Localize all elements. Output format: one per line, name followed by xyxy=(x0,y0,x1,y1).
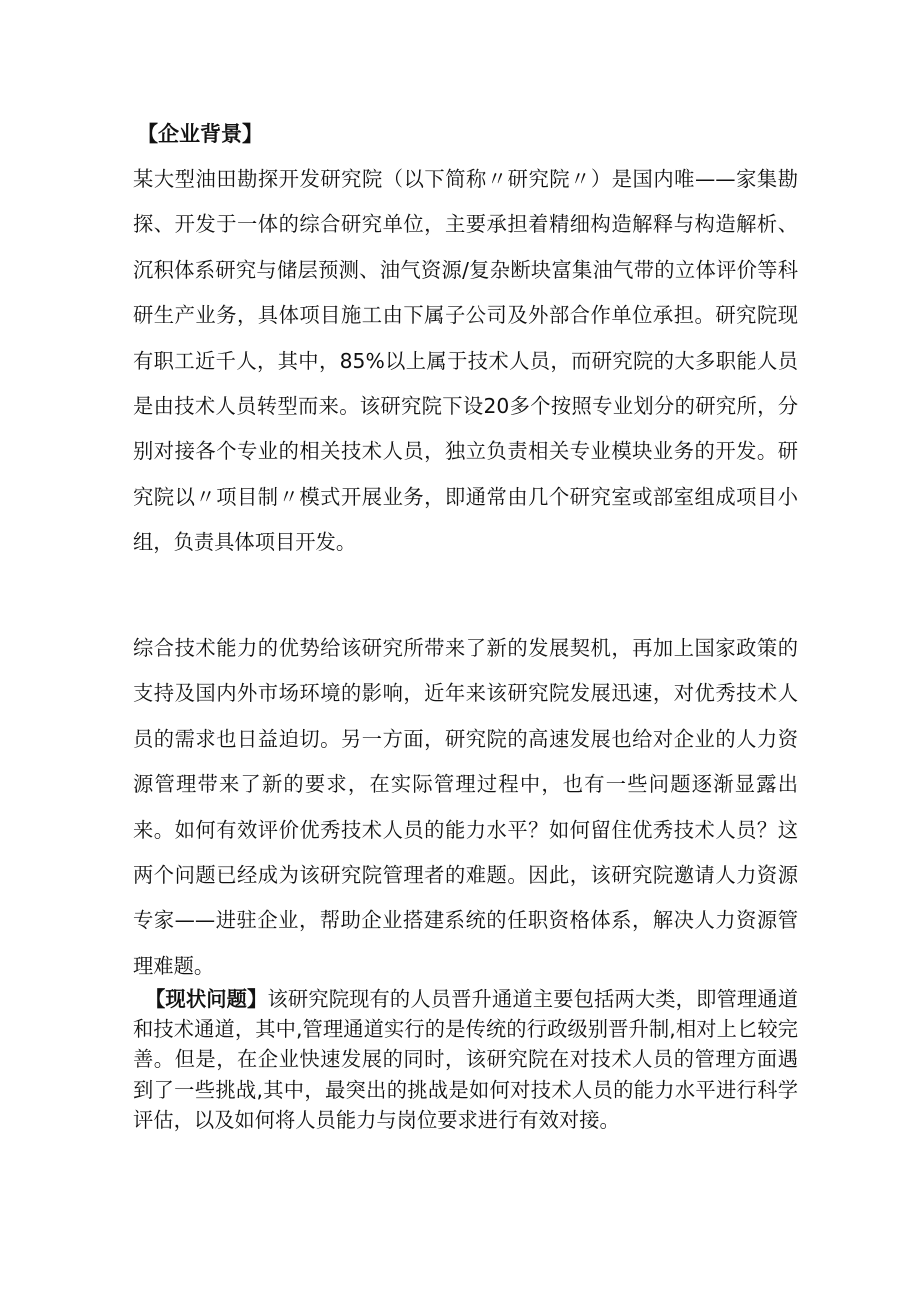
paragraph-current-problems xyxy=(133,984,798,1135)
paragraph-company-background: 某大型油田勘探开发研究院（以下简称〃研究院〃）是国内唯——家集勘探、开发于一体的综合研究单位，主要承担着精细构造解释与构造解析、沉积体系研究与储层预测、油气资源/复杂断块富集油气带的立体评价等科研生产业务，具体项目施工由下属子公司及外部合作单位承担。研究院现有职工近千人，其中，85%以上属于技术人员，而研究院的大多职能人员是由技术人员转型而来。该研究院下设20多个按照专业划分的研究所，分别对接各个专业的相关技术人员，独立负责相关专业模块业务的开发。研究院以〃项目制〃模式开展业务，即通常由几个研究室或部室组成项目小组，负责具体项目开发。 xyxy=(133,167,798,555)
current-problems-label: 【现状问题】 xyxy=(145,987,268,1011)
paragraph-development-challenges: 综合技术能力的优势给该研究所带来了新的发展契机，再加上国家政策的支持及国内外市场环境的影响，近年来该研究院发展迅速，对优秀技术人员的需求也日益迫切。另一方面，研究院的高速发展也给对企业的人力资源管理带来了新的要求，在实际管理过程中，也有一些问题逐渐显露出来。如何有效评价优秀技术人员的能力水平？如何留住优秀技术人员？这两个问题已经成为该研究院管理者的难题。因此，该研究院邀请人力资源专家——进驻企业，帮助企业搭建系统的任职资格体系，解决人力资源管理难题。 xyxy=(133,636,798,978)
current-problems-text: 该研究院现有的人员晋升通道主要包括两大类，即管理通道和技术通道，其中,管理通道实行的是传统的行政级别晋升制,相对上匕较完善。但是，在企业快速发展的同时，该研究院在对技术人员的管理方面遇到了一些挑战,其中，最突出的挑战是如何对技术人员的能力水平进行科学评估，以及如何将人员能力与岗位要求进行有效对接。 xyxy=(133,987,798,1132)
section-heading-company-background: 【企业背景】 xyxy=(137,122,263,146)
